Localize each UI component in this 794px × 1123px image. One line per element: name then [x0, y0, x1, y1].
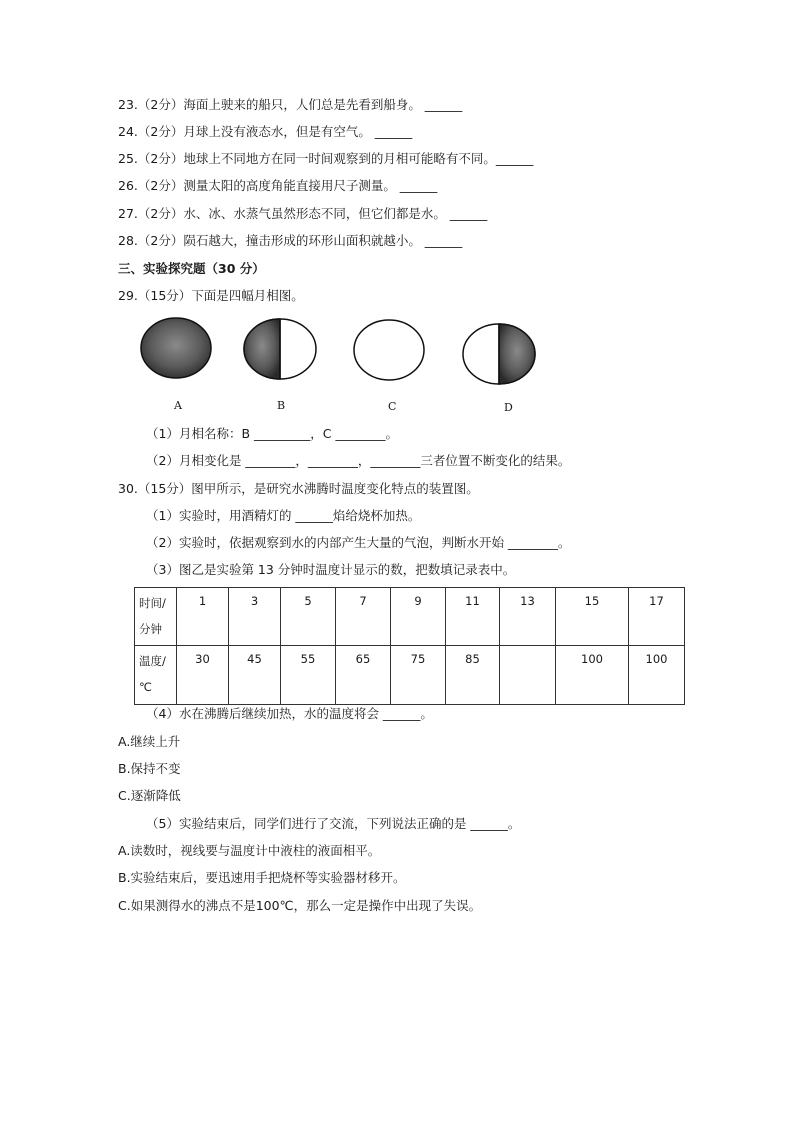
question-30-sub2: （2）实验时，依据观察到水的内部产生大量的气泡，判断水开始 ________。: [146, 535, 571, 550]
table-cell: 65: [336, 646, 391, 705]
question-24: 24.（2分）月球上没有液态水，但是有空气。 ______: [118, 124, 413, 139]
table-cell-blank: [500, 646, 556, 705]
option-5c: C.如果测得水的沸点不是100℃，那么一定是操作中出现了失误。: [118, 898, 482, 913]
option-4c: C.逐渐降低: [118, 788, 181, 803]
table-cell: 11: [446, 588, 500, 646]
question-30-sub5: （5）实验结束后，同学们进行了交流，下列说法正确的是 ______。: [146, 816, 521, 831]
question-25: 25.（2分）地球上不同地方在同一时间观察到的月相可能略有不同。______: [118, 151, 534, 166]
question-26: 26.（2分）测量太阳的高度角能直接用尺子测量。 ______: [118, 178, 438, 193]
table-cell: 13: [500, 588, 556, 646]
question-30-sub4: （4）水在沸腾后继续加热，水的温度将会 ______。: [146, 706, 433, 721]
question-28: 28.（2分）陨石越大，撞击形成的环形山面积就越小。 ______: [118, 233, 463, 248]
moon-label-b: B: [277, 399, 286, 412]
temperature-record-table: [134, 587, 685, 705]
table-cell: 85: [446, 646, 500, 705]
moon-c-icon: [354, 320, 424, 380]
question-30-stem: 30.（15分）图甲所示，是研究水沸腾时温度变化特点的装置图。: [118, 481, 479, 496]
section-title-experiment: 三、实验探究题（30 分）: [118, 261, 265, 276]
table-cell: 55: [281, 646, 336, 705]
moon-phase-drawings: [140, 316, 560, 396]
moon-label-d: D: [504, 401, 513, 414]
table-cell: 100: [629, 646, 685, 705]
table-cell: 1: [177, 588, 229, 646]
question-27: 27.（2分）水、冰、水蒸气虽然形态不同，但它们都是水。 ______: [118, 206, 488, 221]
table-cell: 3: [229, 588, 281, 646]
table-cell: 17: [629, 588, 685, 646]
table-cell: 30: [177, 646, 229, 705]
table-row-temperature: [135, 646, 685, 705]
question-29-sub2: （2）月相变化是 ________，________，________三者位置不断变化的结果。: [146, 453, 571, 468]
table-row-time: [135, 588, 685, 646]
question-30-sub1: （1）实验时，用酒精灯的 ______焰给烧杯加热。: [146, 508, 421, 523]
option-4b: B.保持不变: [118, 761, 181, 776]
option-5a: A.读数时，视线要与温度计中液柱的液面相平。: [118, 843, 381, 858]
question-30-sub3: （3）图乙是实验第 13 分钟时温度计显示的数，把数填记录表中。: [146, 562, 516, 577]
table-header-temperature: 温度/ ℃: [135, 646, 177, 705]
table-cell: 5: [281, 588, 336, 646]
moon-label-c: C: [388, 400, 397, 413]
moon-label-a: A: [174, 399, 182, 412]
moon-b-icon: [244, 319, 316, 379]
table-header-time: 时间/ 分钟: [135, 588, 177, 646]
question-23: 23.（2分）海面上驶来的船只，人们总是先看到船身。 ______: [118, 97, 463, 112]
option-5b: B.实验结束后，要迅速用手把烧杯等实验器材移开。: [118, 870, 406, 885]
table-cell: 100: [556, 646, 629, 705]
option-4a: A.继续上升: [118, 734, 181, 749]
moon-a-icon: [141, 318, 211, 378]
table-cell: 7: [336, 588, 391, 646]
moon-d-icon: [463, 324, 535, 384]
table-cell: 45: [229, 646, 281, 705]
table-cell: 75: [391, 646, 446, 705]
question-29-stem: 29.（15分）下面是四幅月相图。: [118, 288, 304, 303]
table-cell: 15: [556, 588, 629, 646]
moon-phase-figure: [140, 316, 560, 416]
table-cell: 9: [391, 588, 446, 646]
question-29-sub1: （1）月相名称：B _________，C ________。: [146, 426, 398, 441]
